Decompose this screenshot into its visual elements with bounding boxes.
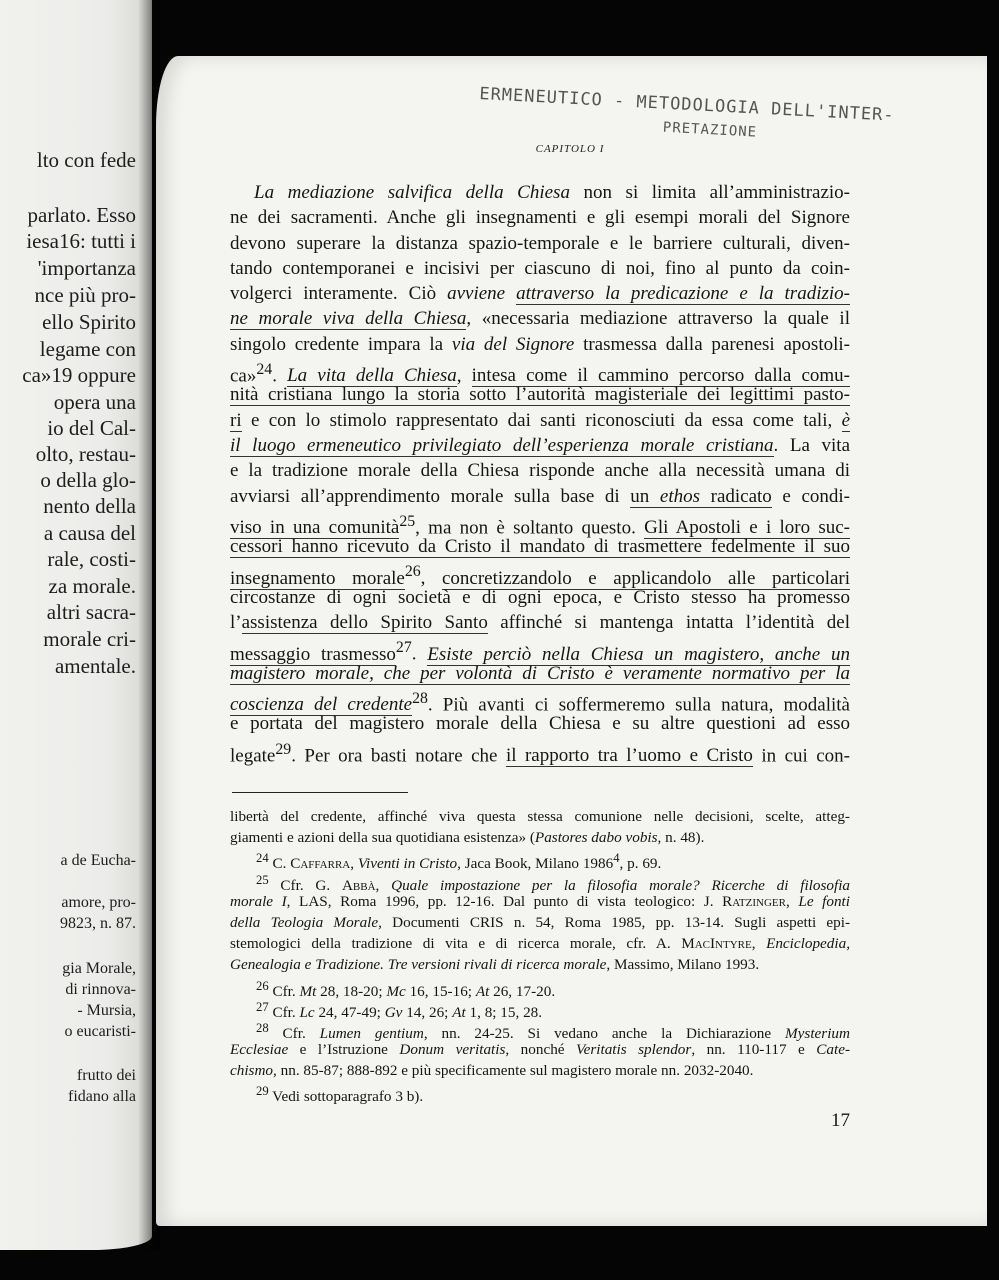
main-text-line: magistero morale, che per volontà di Cristo è veramente normativo per la [230, 662, 850, 684]
footnote-line: $^{28}$ Cfr. Lumen gentium, nn. 24-25. Si vedano anche la Dichiarazione Mysterium [256, 1020, 850, 1042]
main-text-line: e la tradizione morale della Chiesa risponde anche alla necessità umana di [230, 460, 850, 482]
left-page-line: a causa del [43, 521, 136, 545]
main-text-line: coscienza del credente$^{28}$. Più avanti ci soffermeremo sulla natura, modalità [230, 689, 850, 716]
footnotes-block [230, 806, 851, 1106]
footnote-line: Ecclesiae e l’Istruzione Donum veritatis, nonché Veritatis splendor, nn. 110-117 e Cate- [230, 1041, 851, 1059]
running-head: CAPITOLO I [535, 143, 605, 155]
footnote-line: $^{26}$ Cfr. Mt 28, 18-20; Mc 16, 15-16; At 26, 17-20. [256, 978, 556, 1000]
left-page-line: nento della [43, 494, 136, 518]
left-page-line: di rinnova- [65, 981, 136, 998]
main-text-line: legate$^{29}$. Per ora basti notare che il rapporto tra l’uomo e Cristo in cui con- [230, 740, 850, 766]
left-page-line: 'importanza [37, 256, 136, 280]
main-text-line: ri e con lo stimolo rappresentato dai santi riconosciuti da essa come tali, è [230, 409, 850, 431]
main-text-line: La mediazione salvifica della Chiesa non si limita all’amministrazio- [254, 182, 850, 203]
footnote-line: $^{29}$ Vedi sottoparagrafo 3 b). [256, 1084, 424, 1106]
left-page-line: gia Morale, [62, 960, 136, 977]
handwritten-note-line2: PRETAZIONE [662, 119, 758, 141]
main-text-line: e portata del magistero morale della Chiesa e su altre questioni ad esso [230, 713, 850, 735]
main-text-line: ne morale viva della Chiesa, «necessaria mediazione attraverso la quale il [230, 308, 850, 330]
footnote-line: chismo, nn. 85-87; 888-892 e più specificamente sul magistero morale nn. 2032-2040. [230, 1062, 754, 1080]
left-page-line: za morale. [48, 574, 136, 598]
left-page-line: fidano alla [68, 1088, 136, 1105]
footnote-line: stemologici della tradizione di vita e di ricerca morale, cfr. A. MacIntyre, Enciclopedia, [230, 935, 850, 953]
left-facing-page [0, 0, 152, 1250]
left-page-line: 9823, n. 87. [60, 915, 136, 932]
left-page-line: olto, restau- [35, 442, 136, 466]
left-page-line: altri sacra- [46, 600, 136, 624]
footnote-line: $^{24}$ C. Caffarra, Viventi in Cristo, Jaca Book, Milano 1986$^4$, p. 69. [256, 851, 662, 873]
handwritten-note-line1: ERMENEUTICO - METODOLOGIA DELL'INTER- [478, 83, 896, 126]
footnote-line: $^{25}$ Cfr. G. Abbà, Quale impostazione per la filosofia morale? Ricerche di filosofia [256, 872, 851, 894]
main-text-line: nità cristiana lungo la storia sotto l’autorità magisteriale dei legittimi pasto- [230, 384, 850, 406]
left-page-line: ello Spirito [42, 310, 136, 334]
main-text-block [230, 180, 851, 766]
footnote-line: della Teologia Morale, Documenti CRIS n. 54, Roma 1985, pp. 13-14. Sugli aspetti epi- [230, 913, 850, 931]
left-page-line: nce più pro- [34, 283, 136, 307]
left-page-line: morale cri- [43, 627, 136, 651]
footnote-line: $^{27}$ Cfr. Lc 24, 47-49; Gv 14, 26; At 1, 8; 15, 28. [256, 999, 543, 1021]
main-text-line: viso in una comunità$^{25}$, ma non è soltanto questo. Gli Apostoli e i loro suc- [230, 512, 850, 539]
left-page-line: frutto dei [76, 1067, 136, 1084]
main-text-line: devono superare la distanza spazio-temporale e le barriere culturali, diven- [230, 232, 850, 254]
left-page-line: lto con fede [36, 148, 136, 172]
left-page-line: amore, pro- [61, 894, 136, 911]
left-page-line: rale, costi- [47, 547, 136, 571]
left-page-line: o eucaristi- [64, 1023, 136, 1040]
main-text-line: ne dei sacramenti. Anche gli insegnamenti e gli esempi morali del Signore [230, 207, 850, 229]
footnote-line: libertà del credente, affinché viva questa stessa comunione nelle decisioni, scelte, atteg- [230, 808, 850, 825]
main-text-line: l’assistenza dello Spirito Santo affinché si mantenga intatta l’identità del [230, 612, 850, 634]
main-text-line: singolo credente impara la via del Signore trasmessa dalla parenesi apostoli- [230, 333, 850, 355]
main-text-line: il luogo ermeneutico privilegiato dell’esperienza morale cristiana. La vita [230, 434, 851, 456]
footnote-divider [232, 792, 408, 793]
main-text-line: avviarsi all’apprendimento morale sulla base di un ethos radicato e condi- [230, 485, 851, 507]
left-page-line: o della glo- [40, 468, 136, 492]
main-text-line: circostanze di ogni società e di ogni epoca, e Cristo stesso ha promesso [230, 586, 850, 608]
left-page-line: parlato. Esso [27, 203, 136, 227]
main-text-line: tando contemporanei e incisivi per ciascuno di noi, fino al punto da coin- [230, 257, 850, 279]
main-text-line: insegnamento morale$^{26}$, concretizzandolo e applicandolo alle particolari [230, 563, 851, 589]
main-text-line: ca»$^{24}$. La vita della Chiesa, intesa come il cammino percorso dalla comu- [230, 361, 850, 387]
left-page-line: ca»19 oppure [22, 363, 136, 387]
left-page-line: a de Eucha- [60, 852, 136, 869]
left-page-line: - Mursia, [77, 1002, 136, 1019]
footnote-line: Genealogia e Tradizione. Tre versioni rivali di ricerca morale, Massimo, Milano 1993. [230, 956, 760, 974]
left-page-line: opera una [53, 390, 136, 414]
footnote-line: morale I, LAS, Roma 1996, pp. 12-16. Dal punto di vista teologico: J. Ratzinger, Le fonti [230, 892, 850, 910]
main-text-line: messaggio trasmesso$^{27}$. Esiste perciò nella Chiesa un magistero, anche un [230, 639, 851, 665]
main-text-line: volgerci interamente. Ciò avviene attraverso la predicazione e la tradizio- [230, 283, 850, 305]
main-text-line: cessori hanno ricevuto da Cristo il mandato di trasmettere fedelmente il suo [230, 536, 850, 558]
left-page-line: io del Cal- [47, 416, 136, 440]
left-page-line: amentale. [54, 654, 136, 678]
left-page-line: legame con [39, 337, 136, 361]
footnote-line: giamenti e azioni della sua quotidiana esistenza» (Pastores dabo vobis, n. 48). [230, 829, 705, 847]
page-number: 17 [831, 1110, 850, 1131]
left-page-line: iesa16: tutti i [26, 229, 136, 253]
